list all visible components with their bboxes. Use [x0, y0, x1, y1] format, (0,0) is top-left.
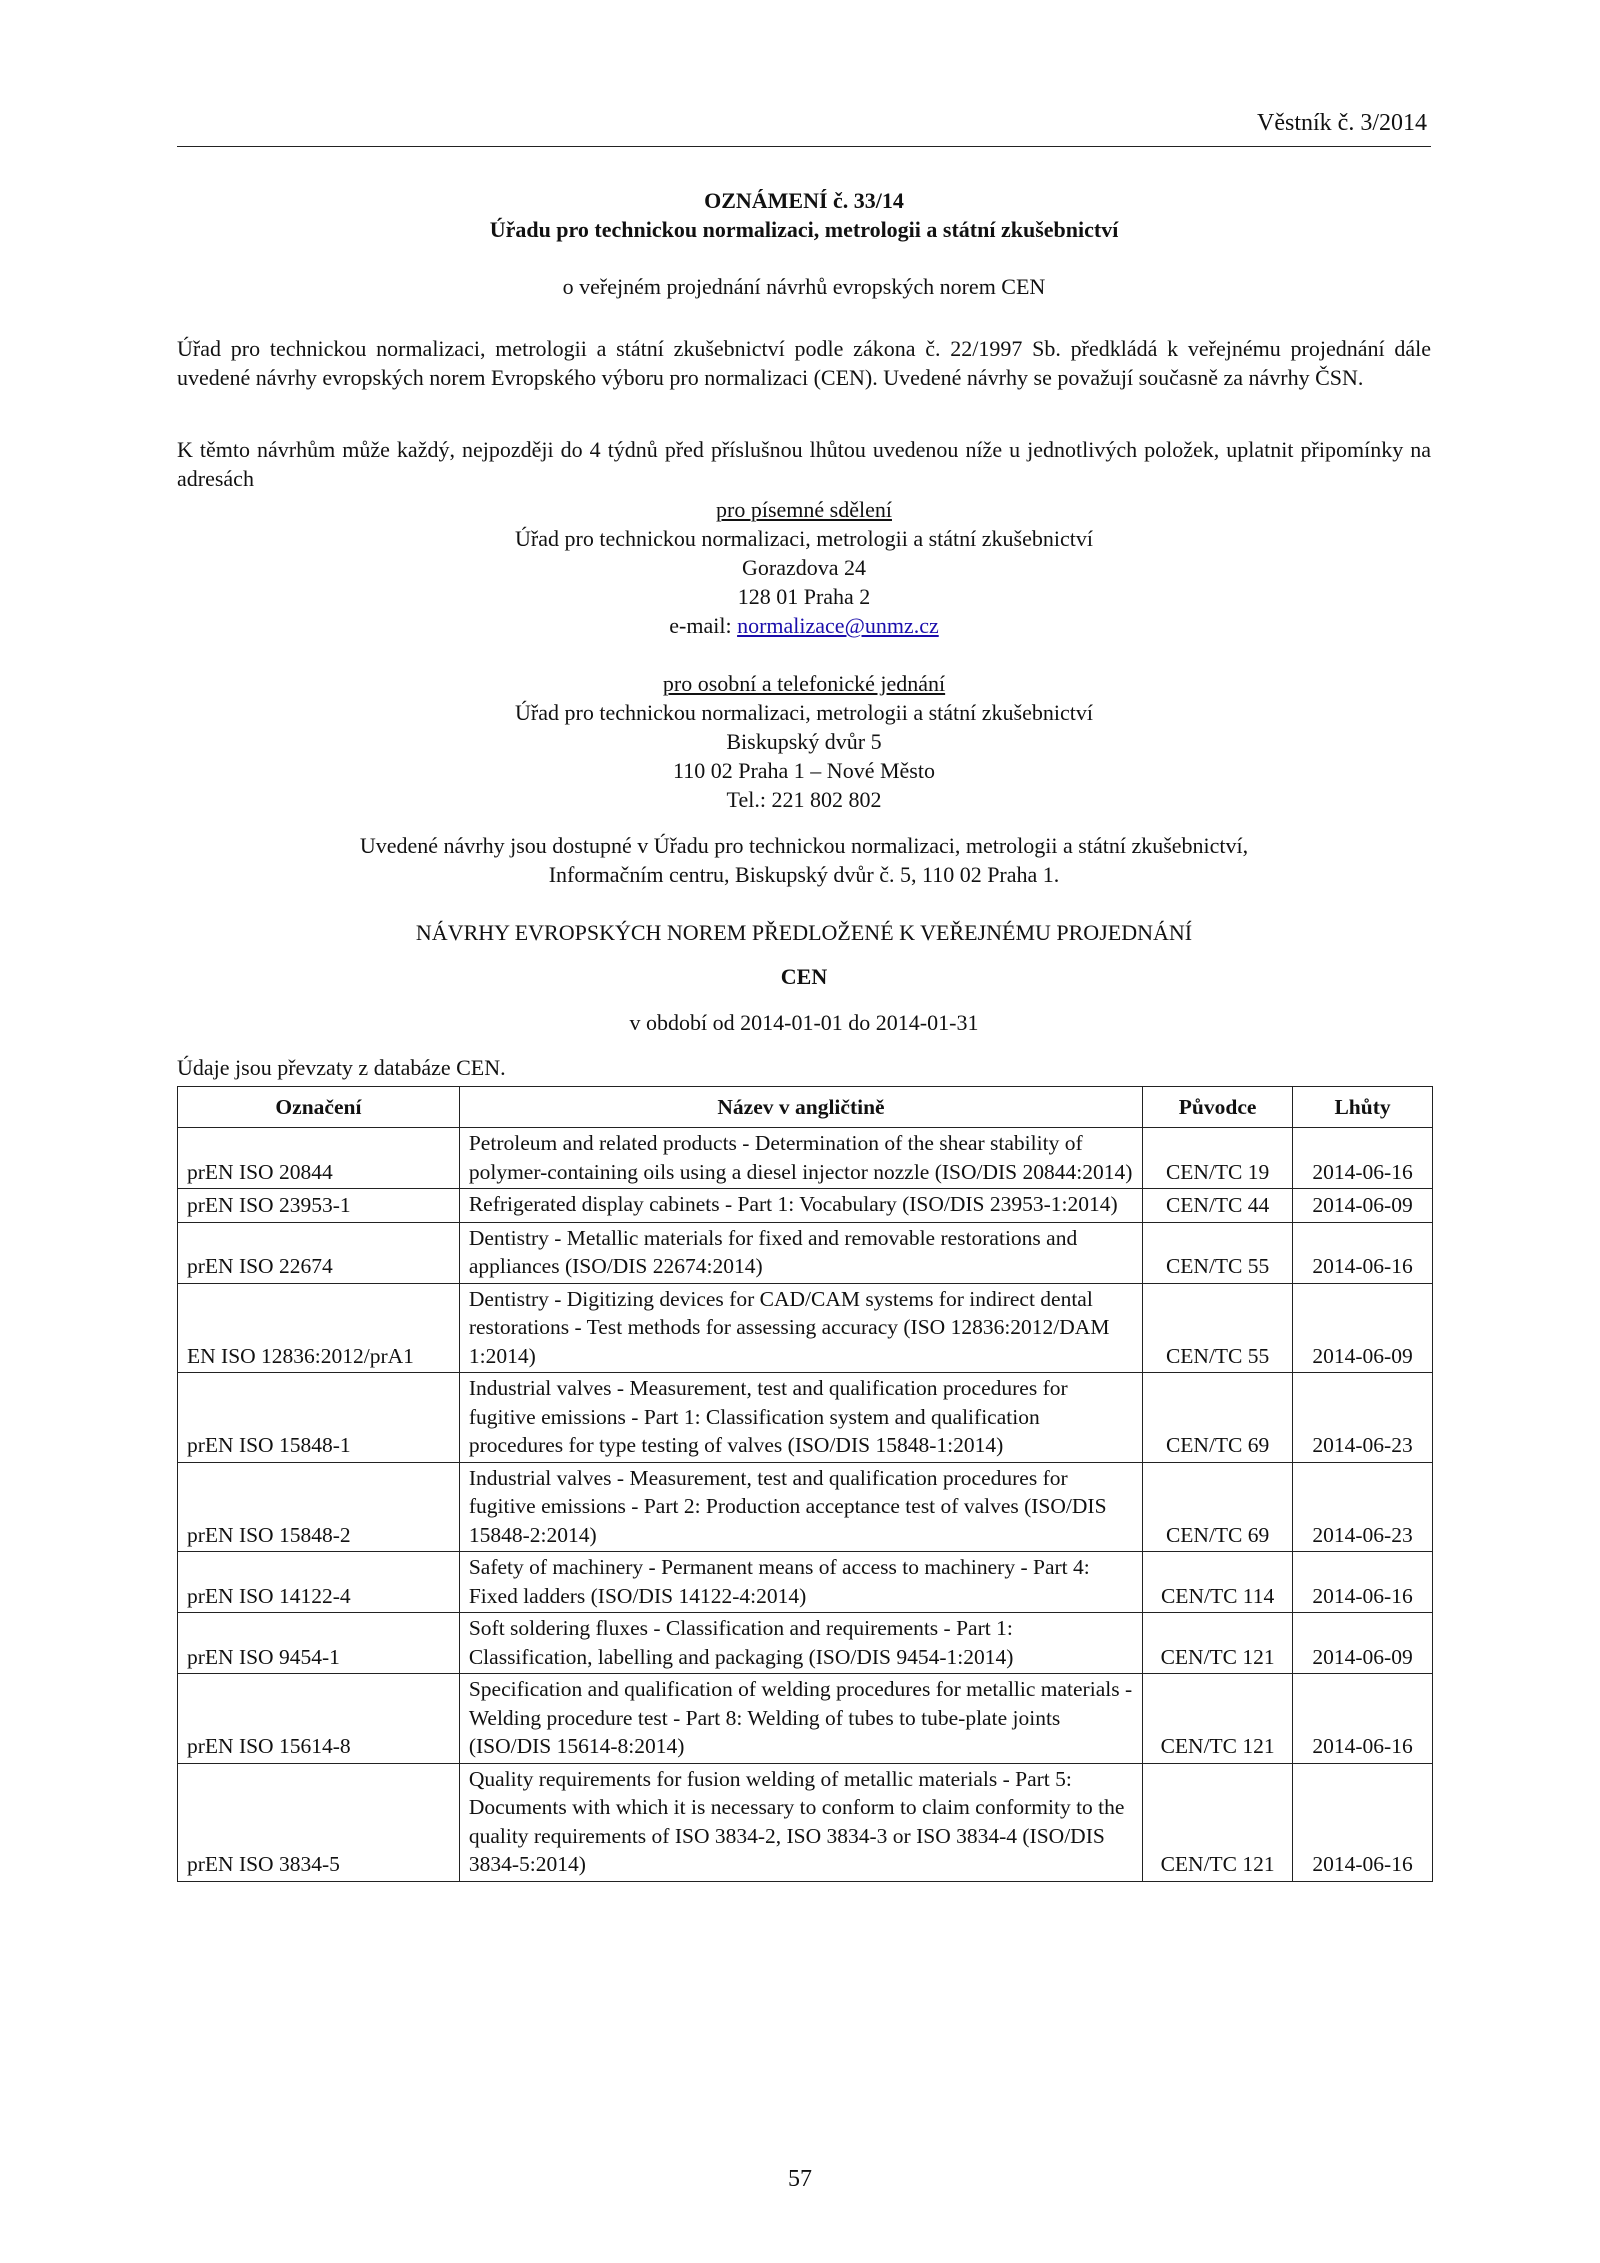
cell-id: prEN ISO 15614-8	[178, 1674, 460, 1764]
availability-line-2: Informačním centru, Biskupský dvůr č. 5, 110 02 Praha 1.	[548, 862, 1060, 887]
cell-origin: CEN/TC 114	[1143, 1552, 1293, 1613]
cell-id: prEN ISO 15848-2	[178, 1462, 460, 1552]
written-contact-email-line	[177, 611, 1431, 640]
table-row	[178, 1283, 1433, 1373]
cell-title: Soft soldering fluxes - Classification and requirements - Part 1: Classification, labelling and packaging (ISO/DIS 9454-1:2014)	[459, 1613, 1142, 1674]
table-row	[178, 1462, 1433, 1552]
written-contact-city: 128 01 Praha 2	[737, 584, 871, 609]
cell-deadline: 2014-06-16	[1293, 1222, 1433, 1283]
section-period: v období od 2014-01-01 do 2014-01-31	[629, 1010, 979, 1035]
table-row	[178, 1552, 1433, 1613]
table-row	[178, 1373, 1433, 1463]
issue-label: Věstník č. 3/2014	[1257, 110, 1427, 136]
notice-title: OZNÁMENÍ č. 33/14	[704, 188, 904, 213]
page-number: 57	[788, 2166, 812, 2192]
cell-id: prEN ISO 23953-1	[178, 1189, 460, 1223]
column-header-deadline: Lhůty	[1293, 1087, 1433, 1128]
cell-origin: CEN/TC 69	[1143, 1373, 1293, 1463]
cell-title: Petroleum and related products - Determination of the shear stability of polymer-containing oils using a diesel injector nozzle (ISO/DIS 20844:2014)	[459, 1128, 1142, 1189]
cell-origin: CEN/TC 19	[1143, 1128, 1293, 1189]
table-row	[178, 1222, 1433, 1283]
cell-origin: CEN/TC 55	[1143, 1283, 1293, 1373]
cell-deadline: 2014-06-23	[1293, 1462, 1433, 1552]
standards-table	[177, 1086, 1433, 1882]
written-contact-office: Úřad pro technickou normalizaci, metrologii a státní zkušebnictví	[515, 526, 1093, 551]
cell-id: prEN ISO 20844	[178, 1128, 460, 1189]
cell-title: Industrial valves - Measurement, test and qualification procedures for fugitive emissions - Part 1: Classification system and qualification procedures for type testing of valves (ISO/DIS 15848-1:2014)	[459, 1373, 1142, 1463]
cell-origin: CEN/TC 69	[1143, 1462, 1293, 1552]
notice-subject: o veřejném projednání návrhů evropských norem CEN	[562, 274, 1046, 299]
table-row	[178, 1613, 1433, 1674]
cell-title: Refrigerated display cabinets - Part 1: Vocabulary (ISO/DIS 23953-1:2014)	[459, 1189, 1142, 1223]
written-contact-heading: pro písemné sdělení	[716, 497, 892, 522]
personal-contact-heading: pro osobní a telefonické jednání	[662, 671, 946, 696]
notice-authority: Úřadu pro technickou normalizaci, metrologii a státní zkušebnictví	[489, 217, 1119, 242]
table-row	[178, 1128, 1433, 1189]
cell-id: prEN ISO 9454-1	[178, 1613, 460, 1674]
section-title: NÁVRHY EVROPSKÝCH NOREM PŘEDLOŽENÉ K VEŘEJNÉMU PROJEDNÁNÍ	[415, 920, 1193, 945]
email-link[interactable]: normalizace@unmz.cz	[737, 613, 939, 638]
table-row	[178, 1189, 1433, 1223]
cell-deadline: 2014-06-23	[1293, 1373, 1433, 1463]
cell-deadline: 2014-06-16	[1293, 1552, 1433, 1613]
column-header-id: Označení	[178, 1087, 460, 1128]
written-contact-street: Gorazdova 24	[741, 555, 866, 580]
cell-origin: CEN/TC 121	[1143, 1674, 1293, 1764]
page-header	[177, 108, 1431, 147]
cell-title: Specification and qualification of welding procedures for metallic materials - Welding procedure test - Part 8: Welding of tubes to tube-plate joints (ISO/DIS 15614-8:2014)	[459, 1674, 1142, 1764]
cell-deadline: 2014-06-09	[1293, 1283, 1433, 1373]
cell-origin: CEN/TC 121	[1143, 1613, 1293, 1674]
cell-title: Dentistry - Metallic materials for fixed and removable restorations and appliances (ISO/DIS 22674:2014)	[459, 1222, 1142, 1283]
cell-origin: CEN/TC 121	[1143, 1763, 1293, 1881]
table-row	[178, 1674, 1433, 1764]
personal-contact-phone: Tel.: 221 802 802	[726, 787, 882, 812]
cell-id: prEN ISO 14122-4	[178, 1552, 460, 1613]
availability-line-1: Uvedené návrhy jsou dostupné v Úřadu pro technickou normalizaci, metrologii a státní zkušebnictví,	[359, 833, 1249, 858]
column-header-title: Název v angličtině	[459, 1087, 1142, 1128]
cell-title: Industrial valves - Measurement, test and qualification procedures for fugitive emissions - Part 2: Production acceptance test of valves (ISO/DIS 15848-2:2014)	[459, 1462, 1142, 1552]
cell-title: Quality requirements for fusion welding of metallic materials - Part 5: Documents with which it is necessary to conform to claim conformity to the quality requirements of ISO 3834-2, ISO 3834-3 or ISO 3834-4 (ISO/DIS 3834-5:2014)	[459, 1763, 1142, 1881]
cell-deadline: 2014-06-09	[1293, 1189, 1433, 1223]
cell-deadline: 2014-06-16	[1293, 1674, 1433, 1764]
cell-title: Dentistry - Digitizing devices for CAD/CAM systems for indirect dental restorations - Test methods for assessing accuracy (ISO 12836:2012/DAM 1:2014)	[459, 1283, 1142, 1373]
cell-deadline: 2014-06-16	[1293, 1128, 1433, 1189]
cell-origin: CEN/TC 55	[1143, 1222, 1293, 1283]
cell-deadline: 2014-06-16	[1293, 1763, 1433, 1881]
personal-contact-street: Biskupský dvůr 5	[726, 729, 882, 754]
comments-paragraph: K těmto návrhům může každý, nejpozději do 4 týdnů před příslušnou lhůtou uvedenou níže u jednotlivých položek, uplatnit připomínky na adresách	[177, 437, 1431, 491]
cell-id: prEN ISO 15848-1	[178, 1373, 460, 1463]
email-label: e-mail:	[669, 613, 738, 638]
table-header-row	[178, 1087, 1433, 1128]
cell-origin: CEN/TC 44	[1143, 1189, 1293, 1223]
cell-id: EN ISO 12836:2012/prA1	[178, 1283, 460, 1373]
section-org: CEN	[780, 964, 828, 989]
intro-paragraph: Úřad pro technickou normalizaci, metrologii a státní zkušebnictví podle zákona č. 22/1997 Sb. předkládá k veřejnému projednání dále uvedené návrhy evropských norem Evropského výboru pro normalizaci (CEN). Uvedené návrhy se považují současně za návrhy ČSN.	[177, 336, 1431, 390]
cell-title: Safety of machinery - Permanent means of access to machinery - Part 4: Fixed ladders (ISO/DIS 14122-4:2014)	[459, 1552, 1142, 1613]
cell-id: prEN ISO 22674	[178, 1222, 460, 1283]
cell-id: prEN ISO 3834-5	[178, 1763, 460, 1881]
source-note: Údaje jsou převzaty z databáze CEN.	[177, 1055, 506, 1080]
personal-contact-office: Úřad pro technickou normalizaci, metrologii a státní zkušebnictví	[515, 700, 1093, 725]
cell-deadline: 2014-06-09	[1293, 1613, 1433, 1674]
personal-contact-city: 110 02 Praha 1 – Nové Město	[673, 758, 935, 783]
table-row	[178, 1763, 1433, 1881]
column-header-origin: Původce	[1143, 1087, 1293, 1128]
